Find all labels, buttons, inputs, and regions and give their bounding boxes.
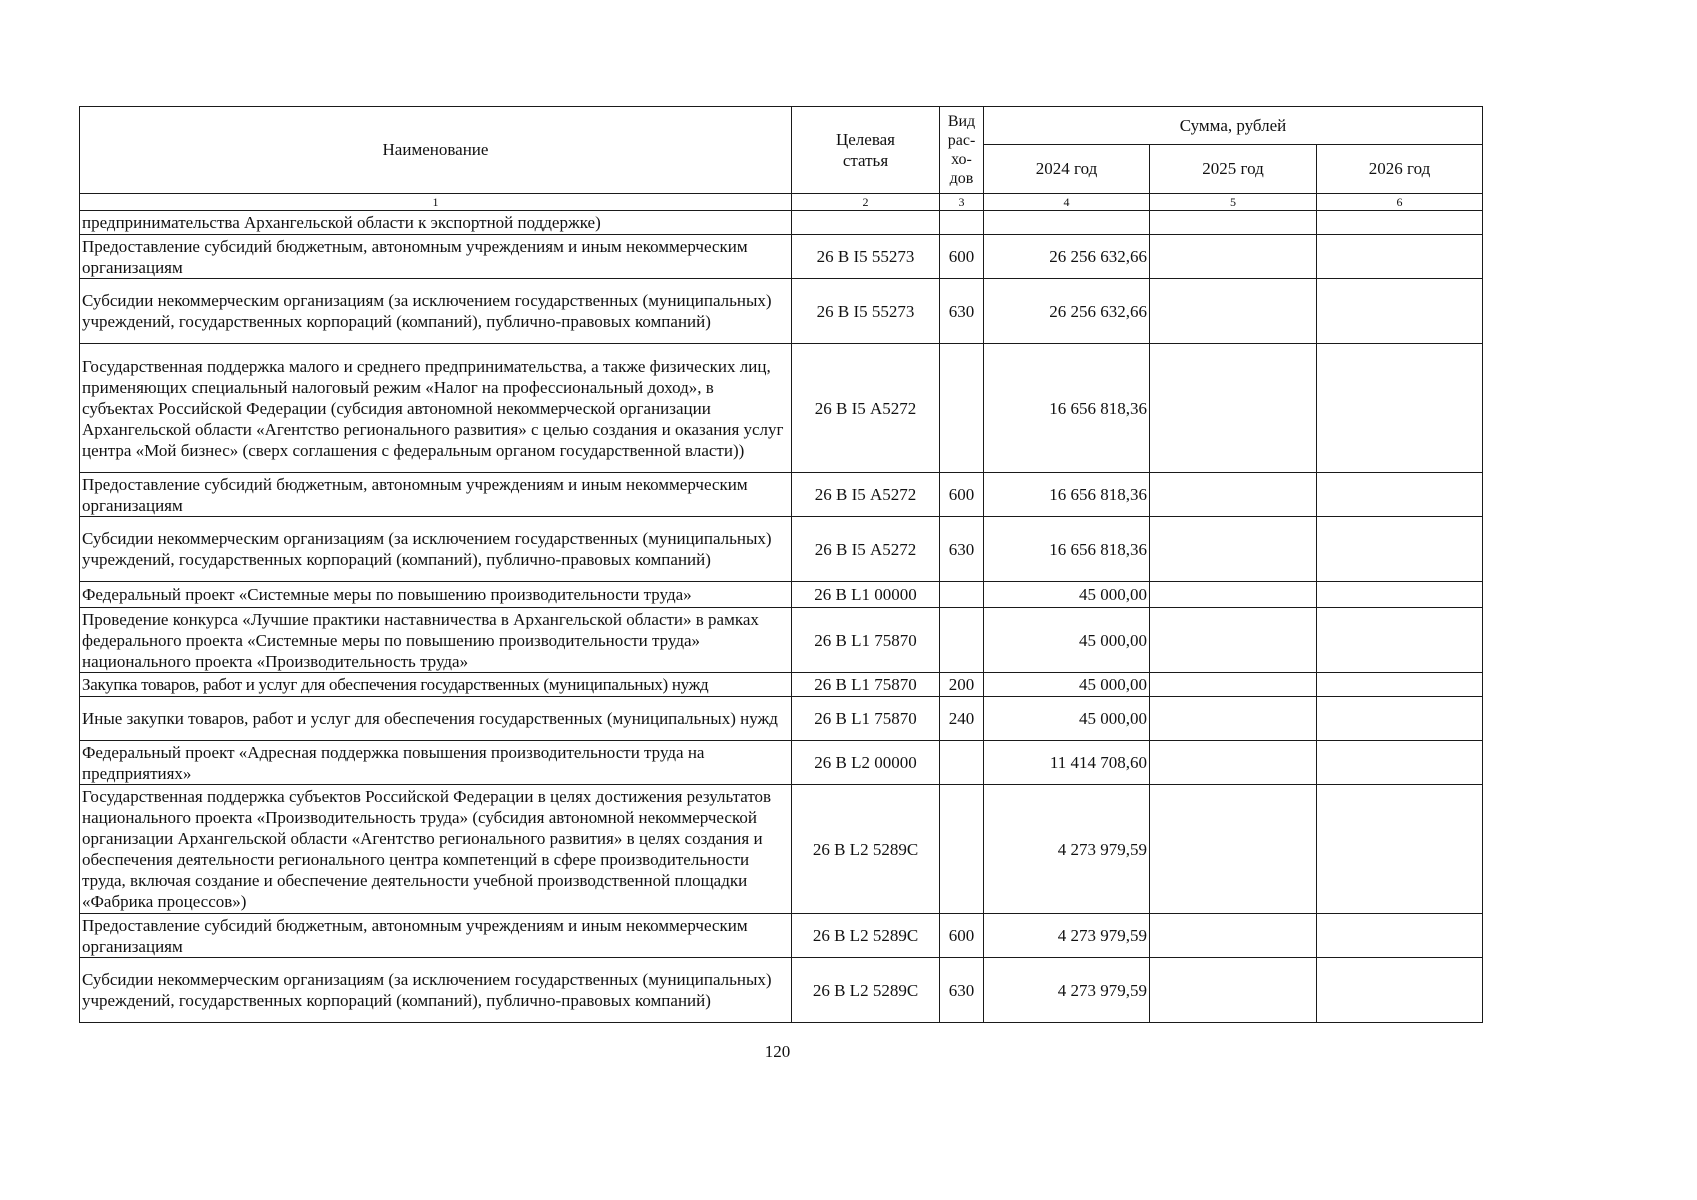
row-amount-2024: 16 656 818,36 <box>984 517 1150 582</box>
row-target-article: 26 В L2 00000 <box>792 741 940 785</box>
column-index-cell: 1 <box>80 194 792 211</box>
row-expense-type: 600 <box>940 914 984 958</box>
budget-table <box>79 106 1483 1023</box>
row-expense-type <box>940 785 984 914</box>
column-index-cell: 2 <box>792 194 940 211</box>
row-amount-2024 <box>984 211 1150 235</box>
row-target-article: 26 В L2 5289C <box>792 958 940 1023</box>
header-name: Наименование <box>80 107 792 194</box>
row-target-article: 26 В L1 75870 <box>792 608 940 673</box>
row-amount-2024: 26 256 632,66 <box>984 279 1150 344</box>
row-name: Предоставление субсидий бюджетным, автономным учреждениям и иным некоммерческим организациям <box>80 235 792 279</box>
table-row <box>80 697 1483 741</box>
row-amount-2026 <box>1317 279 1483 344</box>
row-target-article: 26 В I5 А5272 <box>792 517 940 582</box>
header-row-1 <box>80 107 1483 145</box>
row-expense-type: 630 <box>940 517 984 582</box>
row-amount-2026 <box>1317 582 1483 608</box>
row-target-article <box>792 211 940 235</box>
row-amount-2024: 45 000,00 <box>984 673 1150 697</box>
header-expense-type-line-2: рас- <box>947 132 976 149</box>
header-year-2026: 2026 год <box>1317 145 1483 194</box>
row-amount-2025 <box>1150 785 1317 914</box>
row-target-article: 26 В L1 00000 <box>792 582 940 608</box>
table-row <box>80 608 1483 673</box>
row-amount-2026 <box>1317 473 1483 517</box>
table-row <box>80 582 1483 608</box>
header-expense-type-line-1: Вид <box>947 113 976 130</box>
table-row <box>80 673 1483 697</box>
row-amount-2024: 4 273 979,59 <box>984 785 1150 914</box>
row-amount-2026 <box>1317 344 1483 473</box>
column-index-cell: 5 <box>1150 194 1317 211</box>
row-target-article: 26 В I5 А5272 <box>792 473 940 517</box>
row-amount-2026 <box>1317 914 1483 958</box>
row-name: Субсидии некоммерческим организациям (за исключением государственных (муниципальных) учреждений, государственных корпораций (компаний), публично-правовых компаний) <box>80 279 792 344</box>
row-amount-2025 <box>1150 741 1317 785</box>
row-amount-2024: 11 414 708,60 <box>984 741 1150 785</box>
row-name: Государственная поддержка субъектов Российской Федерации в целях достижения результатов национального проекта «Производительность труда» (субсидия автономной некоммерческой организации Архангельской области «Агентство регионального развития» в целях создания и обеспечения деятельности регионального центра компетенций в сфере производительности труда, включая создание и обеспечение деятельности учебной производственной площадки «Фабрика процессов») <box>80 785 792 914</box>
row-expense-type: 600 <box>940 235 984 279</box>
header-expense-type <box>940 107 984 194</box>
row-amount-2024: 45 000,00 <box>984 582 1150 608</box>
table-row <box>80 344 1483 473</box>
row-amount-2026 <box>1317 517 1483 582</box>
row-amount-2024: 45 000,00 <box>984 697 1150 741</box>
row-amount-2025 <box>1150 697 1317 741</box>
row-target-article: 26 В I5 55273 <box>792 235 940 279</box>
table-row <box>80 517 1483 582</box>
row-amount-2025 <box>1150 279 1317 344</box>
row-name: Федеральный проект «Адресная поддержка повышения производительности труда на предприятиях» <box>80 741 792 785</box>
row-amount-2024: 4 273 979,59 <box>984 914 1150 958</box>
row-target-article: 26 В L2 5289C <box>792 914 940 958</box>
row-name: Предоставление субсидий бюджетным, автономным учреждениям и иным некоммерческим организациям <box>80 914 792 958</box>
table-row <box>80 279 1483 344</box>
table-row <box>80 914 1483 958</box>
row-expense-type: 240 <box>940 697 984 741</box>
header-expense-type-line-4: дов <box>949 170 974 187</box>
row-amount-2026 <box>1317 235 1483 279</box>
row-amount-2026 <box>1317 211 1483 235</box>
row-name: Иные закупки товаров, работ и услуг для обеспечения государственных (муниципальных) нужд <box>80 697 792 741</box>
row-name: Закупка товаров, работ и услуг для обеспечения государственных (муниципальных) нужд <box>80 673 792 697</box>
row-name: Субсидии некоммерческим организациям (за исключением государственных (муниципальных) учреждений, государственных корпораций (компаний), публично-правовых компаний) <box>80 517 792 582</box>
row-target-article: 26 В I5 А5272 <box>792 344 940 473</box>
row-expense-type <box>940 608 984 673</box>
row-amount-2026 <box>1317 608 1483 673</box>
row-amount-2025 <box>1150 914 1317 958</box>
row-amount-2024: 45 000,00 <box>984 608 1150 673</box>
row-name: Субсидии некоммерческим организациям (за исключением государственных (муниципальных) учреждений, государственных корпораций (компаний), публично-правовых компаний) <box>80 958 792 1023</box>
table-row <box>80 473 1483 517</box>
row-amount-2026 <box>1317 673 1483 697</box>
row-expense-type <box>940 211 984 235</box>
row-amount-2025 <box>1150 608 1317 673</box>
row-amount-2026 <box>1317 785 1483 914</box>
row-amount-2025 <box>1150 673 1317 697</box>
header-year-2024: 2024 год <box>984 145 1150 194</box>
row-amount-2025 <box>1150 517 1317 582</box>
header-sum: Сумма, рублей <box>984 107 1483 145</box>
table-row <box>80 741 1483 785</box>
row-amount-2025 <box>1150 958 1317 1023</box>
row-name: Государственная поддержка малого и среднего предпринимательства, а также физических лиц, применяющих специальный налоговый режим «Налог на профессиональный доход», в субъектах Российской Федерации (субсидия автономной некоммерческой организации Архангельской области «Агентство регионального развития» с целью создания и оказания услуг центра «Мой бизнес» (сверх соглашения с федеральным органом государственной власти)) <box>80 344 792 473</box>
row-expense-type: 200 <box>940 673 984 697</box>
column-index-cell: 3 <box>940 194 984 211</box>
row-amount-2024: 4 273 979,59 <box>984 958 1150 1023</box>
column-index-row <box>80 194 1483 211</box>
header-target-article-text: Целевая статья <box>835 129 896 170</box>
row-expense-type: 600 <box>940 473 984 517</box>
row-name: Предоставление субсидий бюджетным, автономным учреждениям и иным некоммерческим организациям <box>80 473 792 517</box>
row-amount-2025 <box>1150 211 1317 235</box>
row-name: Проведение конкурса «Лучшие практики наставничества в Архангельской области» в рамках федерального проекта «Системные меры по повышению производительности труда» национального проекта «Производительность труда» <box>80 608 792 673</box>
table-row <box>80 211 1483 235</box>
row-amount-2025 <box>1150 582 1317 608</box>
row-amount-2024: 16 656 818,36 <box>984 473 1150 517</box>
row-amount-2024: 26 256 632,66 <box>984 235 1150 279</box>
row-expense-type: 630 <box>940 958 984 1023</box>
row-target-article: 26 В L2 5289C <box>792 785 940 914</box>
row-amount-2026 <box>1317 697 1483 741</box>
row-target-article: 26 В I5 55273 <box>792 279 940 344</box>
row-amount-2026 <box>1317 741 1483 785</box>
header-target-article <box>792 107 940 194</box>
row-amount-2026 <box>1317 958 1483 1023</box>
table-row <box>80 958 1483 1023</box>
row-expense-type: 630 <box>940 279 984 344</box>
table-row <box>80 785 1483 914</box>
row-target-article: 26 В L1 75870 <box>792 673 940 697</box>
row-amount-2024: 16 656 818,36 <box>984 344 1150 473</box>
row-amount-2025 <box>1150 344 1317 473</box>
table-row <box>80 235 1483 279</box>
row-amount-2025 <box>1150 473 1317 517</box>
row-expense-type <box>940 741 984 785</box>
row-expense-type <box>940 344 984 473</box>
column-index-cell: 6 <box>1317 194 1483 211</box>
row-amount-2025 <box>1150 235 1317 279</box>
row-expense-type <box>940 582 984 608</box>
header-expense-type-line-3: хо- <box>951 151 972 168</box>
column-index-cell: 4 <box>984 194 1150 211</box>
row-target-article: 26 В L1 75870 <box>792 697 940 741</box>
row-name: Федеральный проект «Системные меры по повышению производительности труда» <box>80 582 792 608</box>
page-number: 120 <box>764 1042 791 1061</box>
header-year-2025: 2025 год <box>1150 145 1317 194</box>
row-name: предпринимательства Архангельской области к экспортной поддержке) <box>80 211 792 235</box>
